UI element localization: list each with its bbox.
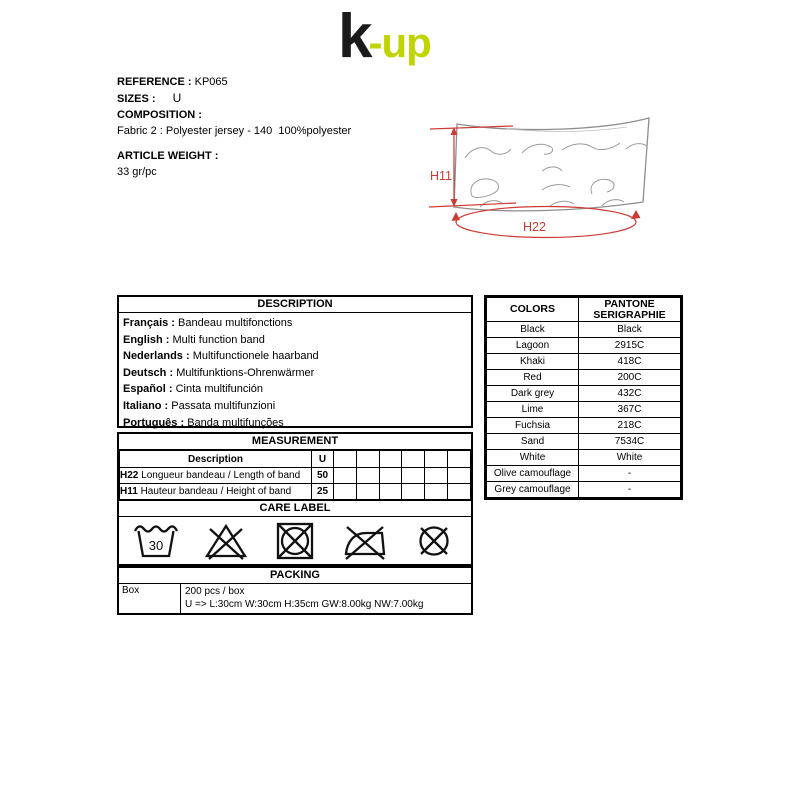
do-not-iron-icon — [342, 520, 388, 560]
weight-value-line — [117, 164, 351, 180]
empty-size-cell — [425, 451, 448, 468]
empty-value-cell — [379, 484, 402, 500]
description-text: Cinta multifunción — [175, 383, 264, 396]
measurement-row-h22 — [120, 468, 471, 484]
color-name-cell: Khaki — [487, 354, 579, 370]
pantone-cell: Black — [579, 322, 681, 338]
colors-column-header: COLORS — [487, 298, 579, 322]
description-row-en — [123, 332, 471, 349]
do-not-bleach-icon — [203, 520, 249, 560]
description-text: Passata multifunzioni — [171, 399, 276, 412]
packing-quantity: 200 pcs / box — [185, 586, 245, 597]
h22-dimension-label: H22 — [523, 220, 546, 234]
weight-label: ARTICLE WEIGHT : — [117, 150, 219, 162]
packing-box-label: Box — [119, 584, 181, 613]
measure-desc: Hauteur bandeau / Height of band — [137, 486, 292, 497]
color-row — [487, 434, 681, 450]
measurement-row-h11 — [120, 484, 471, 500]
pantone-cell: 367C — [579, 402, 681, 418]
h11-dimension-label: H11 — [430, 169, 453, 183]
color-name-cell: Lagoon — [487, 338, 579, 354]
size-column-header: U — [312, 451, 334, 468]
packing-dimensions: U => L:30cm W:30cm H:35cm GW:8.00kg NW:7.00kg — [185, 599, 424, 610]
empty-value-cell — [448, 468, 471, 484]
description-text: Bandeau multifonctions — [178, 317, 293, 329]
empty-size-cell — [379, 451, 402, 468]
empty-value-cell — [334, 468, 357, 484]
logo-up: -up — [368, 19, 431, 66]
empty-value-cell — [402, 484, 425, 500]
language-label: Italiano : — [123, 399, 169, 412]
sizes-line — [117, 90, 351, 107]
measurement-table — [117, 432, 473, 502]
color-row — [487, 466, 681, 482]
color-name-cell: Grey camouflage — [487, 482, 579, 498]
description-header: DESCRIPTION — [119, 297, 471, 313]
svg-text:30: 30 — [148, 538, 164, 553]
empty-size-cell — [402, 451, 425, 468]
pantone-cell: 2915C — [579, 338, 681, 354]
pantone-cell: 432C — [579, 386, 681, 402]
packing-details — [181, 584, 471, 613]
description-row-es — [123, 381, 471, 398]
empty-size-cell — [356, 451, 379, 468]
reference-value: KP065 — [194, 76, 228, 88]
language-label: Español : — [123, 383, 173, 396]
pantone-column-header: PANTONE SERIGRAPHIE — [579, 298, 681, 322]
color-row — [487, 402, 681, 418]
color-name-cell: Fuchsia — [487, 418, 579, 434]
color-name-cell: Lime — [487, 402, 579, 418]
pantone-cell: 7534C — [579, 434, 681, 450]
color-row — [487, 386, 681, 402]
measure-code: H22 — [120, 470, 139, 481]
pantone-cell: - — [579, 466, 681, 482]
empty-value-cell — [425, 484, 448, 500]
colors-table — [484, 295, 683, 500]
measurement-column-header-row — [120, 451, 471, 468]
color-row — [487, 370, 681, 386]
care-icons-row — [119, 517, 471, 564]
language-label: English : — [123, 333, 170, 346]
do-not-dry-clean-icon — [411, 520, 457, 560]
empty-value-cell — [402, 468, 425, 484]
color-name-cell: Black — [487, 322, 579, 338]
color-name-cell: Sand — [487, 434, 579, 450]
description-row-nl — [123, 348, 471, 365]
description-row-fr — [123, 315, 471, 332]
composition-label: COMPOSITION : — [117, 109, 202, 121]
packing-table — [117, 566, 473, 615]
headband-diagram — [420, 105, 668, 247]
color-row — [487, 354, 681, 370]
pantone-cell: 200C — [579, 370, 681, 386]
pantone-cell: 418C — [579, 354, 681, 370]
reference-label: REFERENCE : — [117, 76, 192, 88]
empty-size-cell — [448, 451, 471, 468]
empty-value-cell — [356, 468, 379, 484]
measure-desc: Longueur bandeau / Length of band — [138, 470, 301, 481]
empty-value-cell — [448, 484, 471, 500]
care-label-table — [117, 499, 473, 566]
measure-value: 25 — [312, 484, 334, 500]
description-body — [119, 313, 471, 431]
description-text: Banda multifunções — [187, 416, 284, 429]
measure-value: 50 — [312, 468, 334, 484]
wash-30-icon — [133, 520, 179, 560]
weight-value: 33 gr/pc — [117, 166, 157, 178]
packing-header: PACKING — [119, 568, 471, 584]
kup-logo — [338, 2, 431, 71]
composition-line — [117, 107, 351, 123]
empty-value-cell — [425, 468, 448, 484]
product-info — [117, 74, 351, 180]
language-label: Deutsch : — [123, 366, 174, 379]
description-row-de — [123, 365, 471, 382]
language-label: Nederlands : — [123, 350, 190, 363]
empty-value-cell — [356, 484, 379, 500]
color-row — [487, 322, 681, 338]
reference-line — [117, 74, 351, 90]
color-row — [487, 450, 681, 466]
description-column-header: Description — [120, 451, 312, 468]
language-label: Français : — [123, 317, 175, 329]
color-name-cell: Red — [487, 370, 579, 386]
color-name-cell: White — [487, 450, 579, 466]
colors-header-row — [487, 298, 681, 322]
packing-body — [119, 584, 471, 613]
description-text: Multi function band — [172, 333, 265, 346]
description-text: Multifunctionele haarband — [192, 350, 319, 363]
color-row — [487, 418, 681, 434]
empty-value-cell — [379, 468, 402, 484]
empty-size-cell — [334, 451, 357, 468]
description-row-pt — [123, 415, 471, 432]
measure-code: H11 — [120, 486, 138, 497]
description-text: Multifunktions-Ohrenwärmer — [176, 366, 315, 379]
weight-line — [117, 148, 351, 164]
color-row — [487, 338, 681, 354]
color-row — [487, 482, 681, 498]
pantone-cell: 218C — [579, 418, 681, 434]
color-name-cell: Olive camouflage — [487, 466, 579, 482]
description-row-it — [123, 398, 471, 415]
pantone-cell: White — [579, 450, 681, 466]
measurement-header: MEASUREMENT — [119, 434, 471, 450]
language-label: Português : — [123, 416, 185, 429]
description-table — [117, 295, 473, 428]
sizes-label: SIZES : — [117, 93, 156, 105]
empty-value-cell — [334, 484, 357, 500]
sizes-value: U — [172, 91, 182, 105]
composition-value-line — [117, 123, 351, 139]
pantone-cell: - — [579, 482, 681, 498]
color-name-cell: Dark grey — [487, 386, 579, 402]
care-label-header: CARE LABEL — [119, 501, 471, 517]
composition-value: Fabric 2 : Polyester jersey - 140 100%polyester — [117, 125, 352, 137]
logo-k: k — [338, 2, 371, 71]
do-not-tumble-dry-icon — [272, 520, 318, 560]
